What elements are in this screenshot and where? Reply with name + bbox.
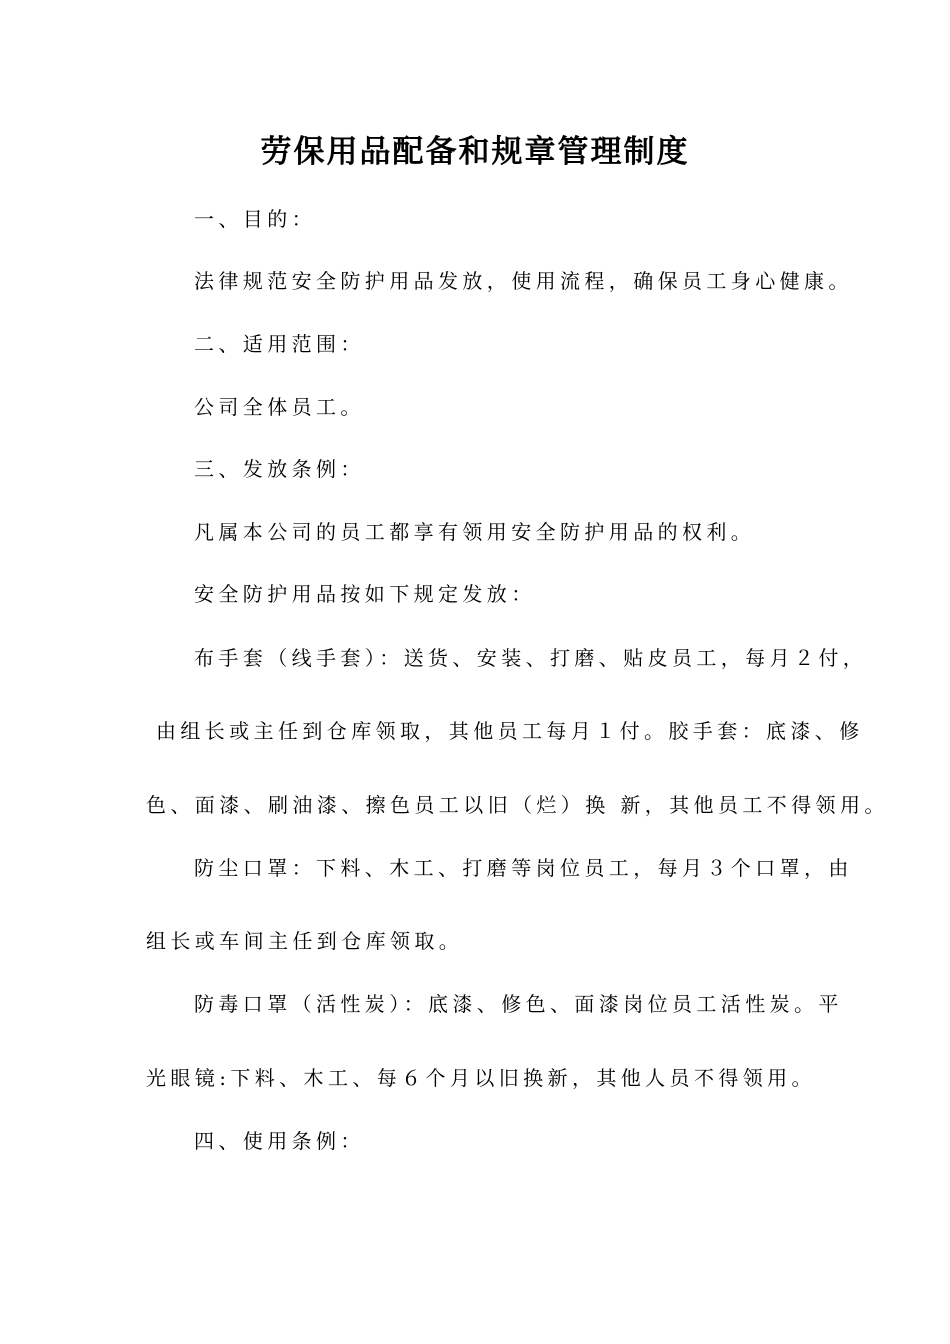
paragraph-gloves-line3: 色、面漆、刷油漆、擦色员工以旧（烂）换 新，其他员工不得领用。 xyxy=(146,793,889,817)
paragraph-rules-intro: 安全防护用品按如下规定发放： xyxy=(194,582,536,606)
paragraph-gloves-line1: 布手套（线手套）：送货、安装、打磨、贴皮员工，每月２付， xyxy=(194,646,868,670)
section-heading-purpose: 一、目的： xyxy=(194,207,316,231)
document-title: 劳保用品配备和规章管理制度 xyxy=(260,134,690,170)
section-heading-scope: 二、适用范围： xyxy=(194,332,365,356)
paragraph-scope: 公司全体员工。 xyxy=(194,395,365,419)
section-heading-issuance: 三、发放条例： xyxy=(194,457,365,481)
paragraph-entitlement: 凡属本公司的员工都享有领用安全防护用品的权利。 xyxy=(194,520,756,544)
paragraph-dust-mask-line1: 防尘口罩：下料、木工、打磨等岗位员工，每月３个口罩，由 xyxy=(194,856,853,880)
paragraph-gas-mask-line1: 防毒口罩（活性炭）：底漆、修色、面漆岗位员工活性炭。平 xyxy=(194,992,843,1016)
paragraph-purpose: 法律规范安全防护用品发放，使用流程，确保员工身心健康。 xyxy=(194,269,853,293)
paragraph-gloves-line2: 由组长或主任到仓库领取，其他员工每月１付。胶手套：底漆、修 xyxy=(156,719,864,743)
section-heading-usage: 四、使用条例： xyxy=(194,1129,365,1153)
paragraph-gas-mask-line2: 光眼镜:下料、木工、每６个月以旧换新，其他人员不得领用。 xyxy=(146,1066,816,1090)
paragraph-dust-mask-line2: 组长或车间主任到仓库领取。 xyxy=(146,929,464,953)
